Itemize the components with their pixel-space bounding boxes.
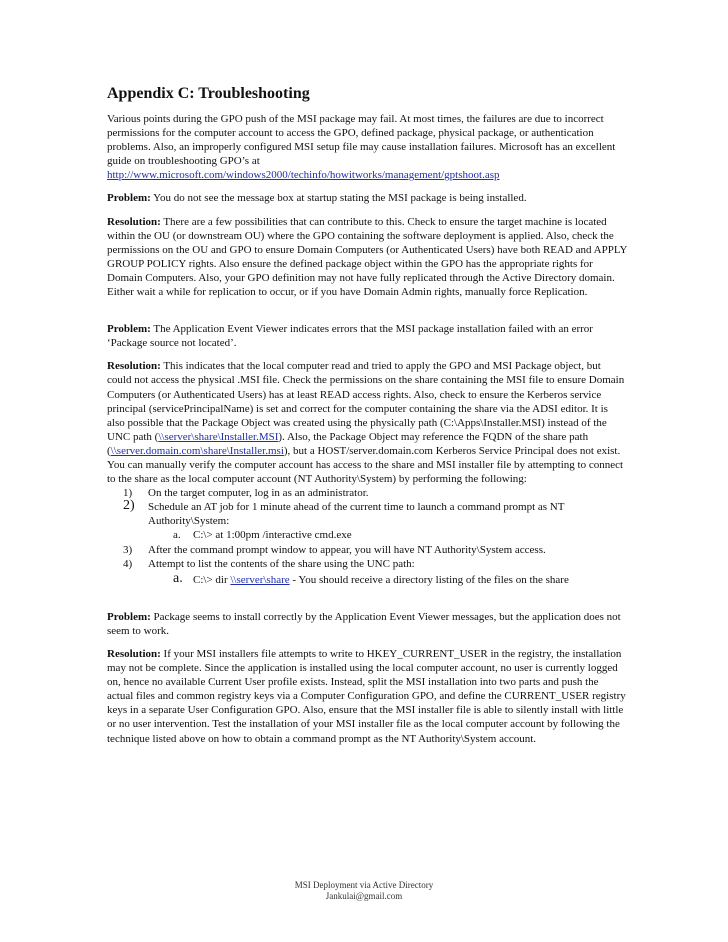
step-number: 2) [123, 498, 135, 514]
sub-step-letter: a. [173, 529, 181, 542]
resolution-3 [107, 647, 627, 746]
problem-2 [107, 322, 627, 350]
problem-text: You do not see the message box at startup stating the MSI package is being installed. [150, 192, 527, 205]
resolution-label: Resolution: [107, 648, 161, 660]
step-item [107, 543, 627, 557]
resolution-text: There are a few possibilities that can contribute to this. Check to ensure the target machine is located within the OU (or downstream OU) where the GPO containing the software deployment is applied. Also, check the permissions on the OU and GPO to ensure Domain Computers (or Authenticated Users) have both READ and APPLY GROUP POLICY rights. Also ensure the defined package object within the GPO has the appropriate rights for Domain Computers. Also, your GPO definition may not have fully replicated through the Active Directory domain. Either wait a while for replication to occur, or if you have Domain Admin rights, manually force Replication. [107, 215, 628, 299]
resolution-1 [107, 215, 627, 300]
resolution-label: Resolution: [107, 360, 161, 373]
sub-step-letter: a. [173, 570, 183, 586]
page-title: Appendix C: Troubleshooting [107, 85, 310, 102]
problem-text: Package seems to install correctly by the Application Event Viewer messages, but the application does not seem to work. [107, 610, 621, 637]
problem-1 [107, 191, 627, 205]
step-number: 4) [123, 557, 133, 570]
problem-text: The Application Event Viewer indicates errors that the MSI package installation failed with an error ‘Package source not located’. [107, 323, 593, 350]
footer-title: MSI Deployment via Active Directory [294, 880, 434, 890]
sub-step-text: C:\> at 1:00pm /interactive cmd.exe [193, 529, 352, 542]
sub-step [107, 570, 627, 587]
step-number: 1) [123, 487, 133, 500]
problem-3 [107, 610, 627, 638]
intro-text: Various points during the GPO push of the MSI package may fail. At most times, the failures are due to incorrect permissions for the computer account to access the GPO, defined package, physical package, or authentication problems. Also, an improperly configured MSI setup file may cause installation failures. Microsoft has an excellent guide on troubleshooting GPO’s at [107, 113, 616, 168]
resolution-text-c: ), but a HOST/server.domain.com Kerberos Service Principal does not exist. [283, 444, 621, 457]
sub-step [107, 528, 627, 542]
step-item [107, 500, 627, 528]
step-text: Schedule an AT job for 1 minute ahead of the current time to launch a command prompt as NT Authority\System: [148, 501, 565, 528]
problem-label: Problem: [107, 323, 151, 336]
resolution-label: Resolution: [107, 215, 161, 228]
document-page [107, 84, 627, 746]
resolution-2 [107, 359, 627, 458]
page-footer [0, 880, 728, 902]
manual-verify-paragraph: You can manually verify the computer account has access to the share and MSI installer file by attempting to connect to the share as the local computer account (NT Authority\System) by performing the following: [107, 458, 624, 486]
step-sub-item [107, 528, 627, 542]
verification-steps [107, 486, 627, 587]
sub-step-text-a: C:\> dir [193, 573, 231, 586]
resolution-text-a: This indicates that the local computer read and tried to apply the GPO and MSI Package object, but could not access the physical .MSI file. Check the permissions on the share containing the MSI file to ensure Domain Computers (or Authenticated Users) has at least READ access rights. Also, check to ensure the Kerberos service principal (servicePrincipalName) is set and correct for the computer containing the share via the ADSI editor. It is also possible that the Package Object was created using the physically path (C:\Apps\Installer.MSI) instead of the UNC path ( [107, 360, 625, 443]
resolution-text: If your MSI installers file attempts to write to HKEY_CURRENT_USER in the registry, the installation may not be complete. Since the application is installed using the local computer account, no user is currently logged on, hence no available Current User profile exists. Instead, split the MSI installation into two parts and push the actual files and common registry keys via a Computer Configuration GPO, and define the CURRENT_USER registry keys in a separate User Configuration GPO. Also, ensure that the MSI installer file is able to silently install with little or no user intervention. Test the installation of your MSI installer file as the local computer account by following the technique listed above on how to obtain a command prompt as the NT Authority\System account. [107, 648, 626, 745]
step-text: Attempt to list the contents of the share using the UNC path: [148, 557, 415, 570]
share-path-link[interactable]: \\server\share [230, 573, 290, 586]
gpt-shoot-link[interactable]: http://www.microsoft.com/windows2000/techinfo/howitworks/management/gptshoot.asp [107, 169, 500, 182]
intro-paragraph [107, 112, 627, 182]
step-item [107, 486, 627, 500]
fqdn-path-link[interactable]: \\server.domain.com\share\Installer.msi [110, 444, 284, 457]
unc-path-link[interactable]: \\server\share\Installer.MSI [158, 430, 279, 443]
step-item [107, 557, 627, 571]
problem-label: Problem: [107, 192, 151, 205]
step-sub-item [107, 570, 627, 587]
resolution-text-b: ). Also, the Package Object may reference the FQDN of the share path ( [107, 430, 589, 457]
step-number: 3) [123, 543, 133, 556]
sub-step-text-b: - You should receive a directory listing of the files on the share [289, 573, 569, 586]
problem-label: Problem: [107, 610, 151, 623]
step-text: On the target computer, log in as an administrator. [148, 487, 369, 500]
step-text: After the command prompt window to appear, you will have NT Authority\System access. [148, 543, 546, 556]
footer-email: Jankulai@gmail.com [325, 891, 403, 901]
